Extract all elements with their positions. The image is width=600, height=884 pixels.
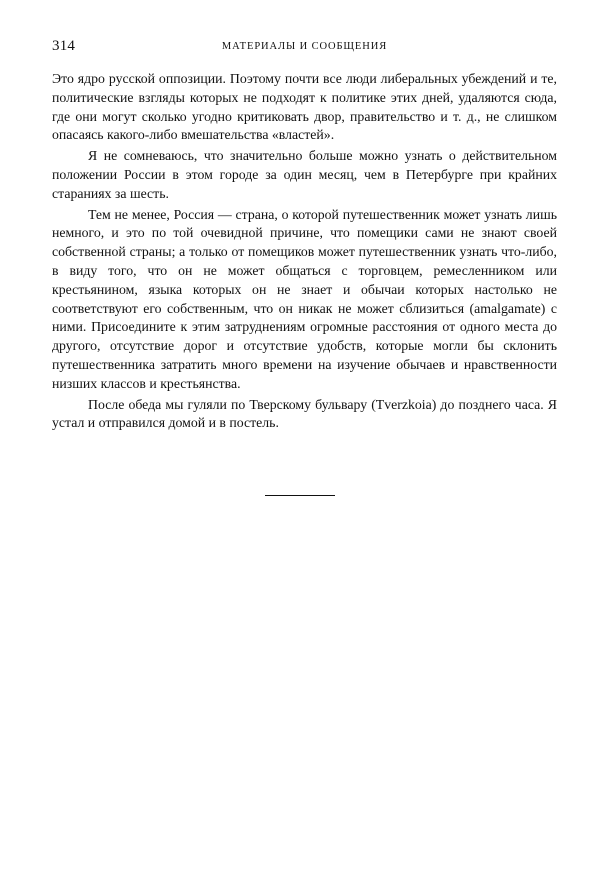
running-title: МАТЕРИАЛЫ И СООБЩЕНИЯ	[221, 41, 388, 52]
paragraph-3: Тем не менее, Россия — страна, о которой путешественник может узнать лишь немного, и это по той очевидной причине, что помещики сами не знают своей собственной страны; а только от помещиков может путешественник узнать что-либо, в виду того, что он не может общаться с торговцем, ремесленником или крестьянином, языка которых он не знает и обычаи которых настолько не соответствуют его собственным, что он никак не может сблизиться (amalgamate) с ними. Присоедините к этим затруднениям огромные расстояния от одного места до другого, отсутствие дорог и отсутствие удобств, которые могли бы склонить путешественника затратить много времени на изучение обычаев и нравственности низших классов и крестьянства.	[52, 206, 557, 391]
paragraph-2: Я не сомневаюсь, что значительно больше можно узнать о действительном положении России в этом городе за один месяц, чем в Петербурге при крайних стараниях за шесть.	[52, 148, 557, 201]
paragraph-4: После обеда мы гуляли по Тверскому бульвару (Tverzkoia) до позднего часа. Я устал и отправился домой и в постель.	[52, 396, 557, 431]
page-number: 314	[52, 38, 76, 54]
section-divider	[265, 495, 335, 496]
paragraph-1: Это ядро русской оппозиции. Поэтому почти все люди либеральных убеждений и те, политические взгляды которых не подходят к политике этих дней, удаляются сюда, где они могут сколько угодно критиковать двор, правительство и т. д., не слишком опасаясь какого-либо вмешательства «властей».	[52, 71, 557, 143]
page-header	[52, 36, 557, 58]
body-text	[52, 70, 557, 435]
